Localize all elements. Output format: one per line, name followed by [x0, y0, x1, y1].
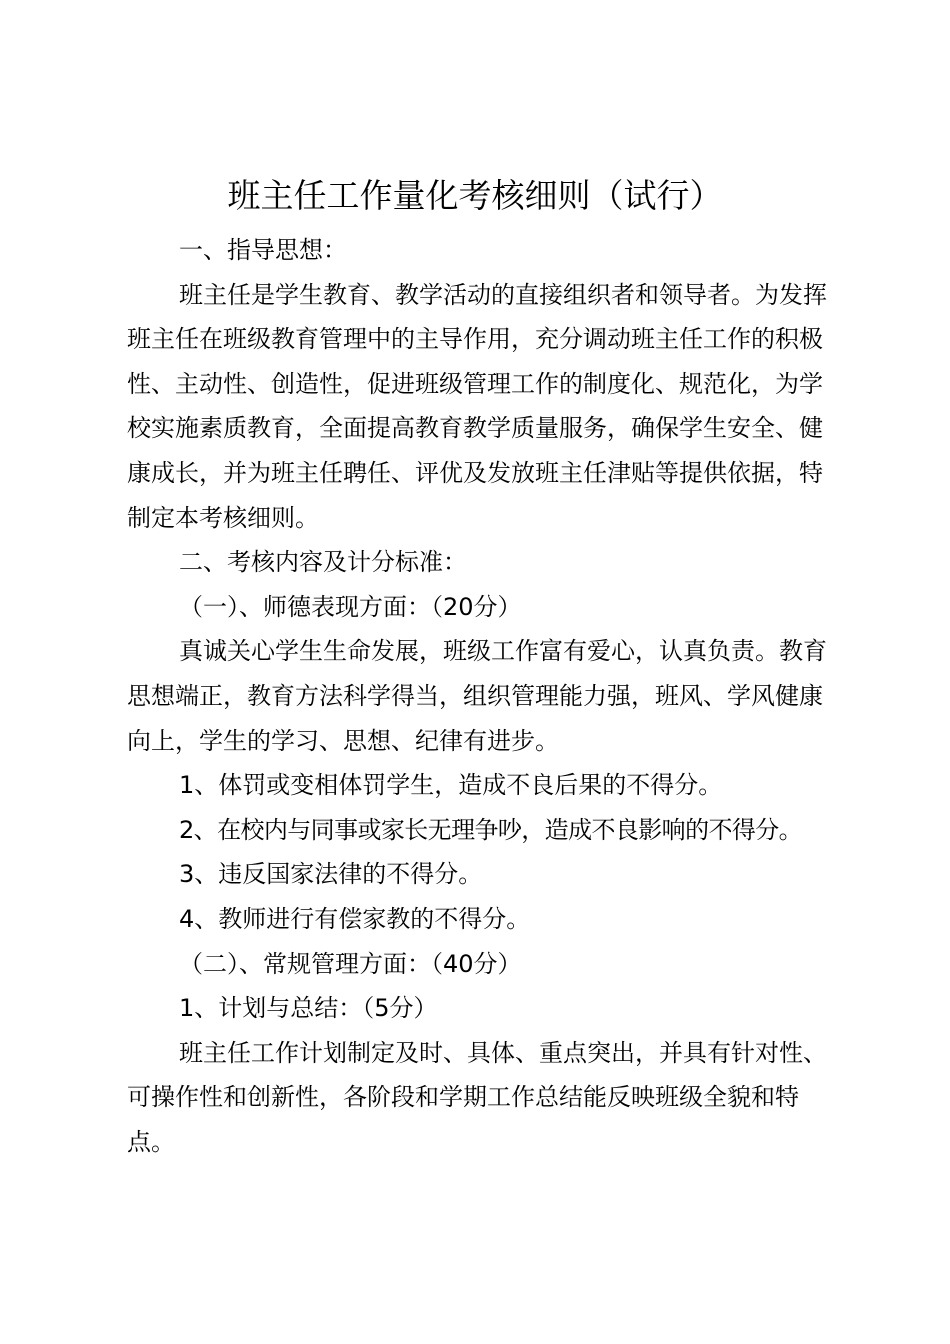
- rule-item-1: 1、体罚或变相体罚学生，造成不良后果的不得分。: [179, 771, 723, 800]
- item-heading-plan-summary: 1、计划与总结：（5分）: [179, 994, 438, 1023]
- document-body: [127, 228, 839, 1164]
- paragraph-plan-summary: 班主任工作计划制定及时、具体、重点突出，并具有针对性、可操作性和创新性，各阶段和学期工作总结能反映班级全貌和特点。: [127, 1038, 827, 1156]
- rule-item-2: 2、在校内与同事或家长无理争吵，造成不良影响的不得分。: [179, 815, 803, 844]
- document-title: 班主任工作量化考核细则（试行）: [227, 176, 723, 215]
- section-heading-assessment-content: 二、考核内容及计分标准：: [179, 548, 467, 577]
- paragraph-ethics: 真诚关心学生生命发展，班级工作富有爱心，认真负责。教育思想端正，教育方法科学得当，组织管理能力强，班风、学风健康向上，学生的学习、思想、纪律有进步。: [127, 637, 827, 755]
- paragraph-guiding-ideology: 班主任是学生教育、教学活动的直接组织者和领导者。为发挥班主任在班级教育管理中的主导作用，充分调动班主任工作的积极性、主动性、创造性，促进班级管理工作的制度化、规范化，为学校实施素质教育，全面提高教育教学质量服务，确保学生安全、健康成长，并为班主任聘任、评优及发放班主任津贴等提供依据，特制定本考核细则。: [127, 280, 827, 532]
- subsection-heading-ethics: （一）、师德表现方面：（20分）: [179, 592, 522, 621]
- subsection-heading-routine-management: （二）、常规管理方面：（40分）: [179, 949, 522, 978]
- section-heading-guiding-ideology: 一、指导思想：: [179, 236, 347, 264]
- rule-item-3: 3、违反国家法律的不得分。: [179, 860, 483, 889]
- rule-item-4: 4、教师进行有偿家教的不得分。: [179, 904, 531, 933]
